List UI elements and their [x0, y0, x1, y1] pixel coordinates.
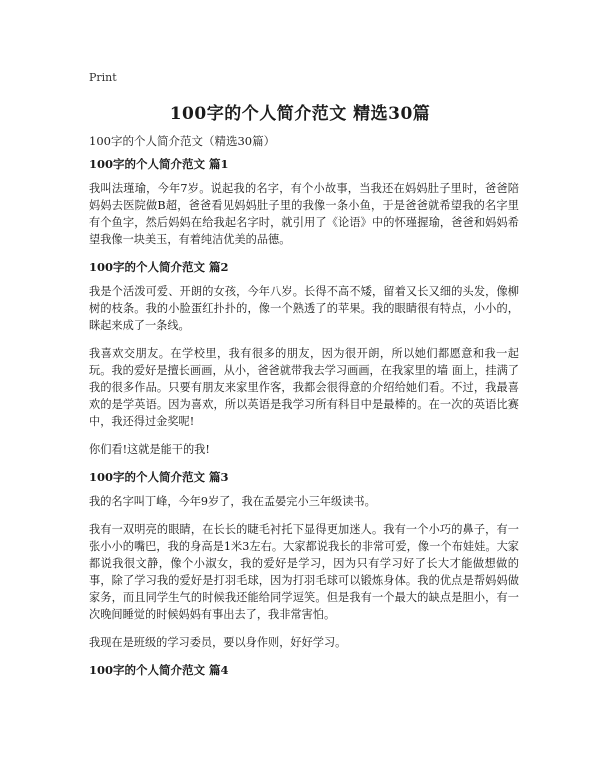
document-title: 100字的个人简介范文 精选30篇: [169, 104, 431, 124]
paragraph: 我现在是班级的学习委员，要以身作则，好好学习。: [89, 636, 347, 649]
paragraph: 你们看!这就是能干的我!: [89, 443, 210, 456]
section-heading: 100字的个人简介范文 篇2: [89, 260, 229, 274]
paragraph: 我的名字叫丁峰，今年9岁了，我在孟晏完小三年级读书。: [89, 495, 376, 508]
paragraph: 我是个活泼可爱、开朗的女孩，今年八岁。长得不高不矮，留着又长又细的头发，像柳树的枝条。我的小脸蛋红扑扑的，像一个熟透了的苹果。我的眼睛很有特点，小小的，眯起来成了一条线。: [89, 285, 519, 332]
section-heading: 100字的个人简介范文 篇4: [89, 663, 229, 677]
print-label[interactable]: Print: [89, 71, 117, 84]
paragraph: 我叫法瑾瑜，今年7岁。说起我的名字，有个小故事，当我还在妈妈肚子里时，爸爸陪妈妈去医院做B超，爸爸看见妈妈肚子里的我像一条小鱼，于是爸爸就希望我的名字里有个鱼字，然后妈妈在给我起名字时，就引用了《论语》中的怀瑾握瑜，爸爸和妈妈希望我像一块美玉，有着纯洁优美的品德。: [89, 182, 519, 246]
document-body: [89, 156, 519, 686]
paragraph: 我喜欢交朋友。在学校里，我有很多的朋友，因为很开朗，所以她们都愿意和我一起玩。我的爱好是擅长画画，从小，爸爸就带我去学习画画，在我家里的墙 面上，挂满了我的很多作品。只要有朋友来家里作客，我都会很得意的介绍给她们看。不过，我最喜欢的是学英语。因为喜欢，所以英语是我学习所有科目中是最棒的。在一次的英语比赛中，我还得过金奖呢!: [89, 347, 519, 428]
section-heading: 100字的个人简介范文 篇1: [89, 157, 229, 171]
document-subtitle: 100字的个人简介范文（精选30篇）: [89, 134, 276, 148]
paragraph: 我有一双明亮的眼睛，在长长的睫毛衬托下显得更加迷人。我有一个小巧的鼻子，有一张小小的嘴巴，我的身高是1米3左右。大家都说我长的非常可爱，像一个布娃娃。大家 都说我很文静，像个小淑女，我的爱好是学习，因为只有学习好了长大才能做想做的事，除了学习我的爱好是打羽毛球，因为打羽毛球可以锻炼身体。我的优点是帮妈妈做家务，而且同学生气的时候我还能给同学逗笑。但是我有一个最大的缺点是胆小，有一次晚间睡觉的时候妈妈有事出去了，我非常害怕。: [89, 523, 519, 621]
section-heading: 100字的个人简介范文 篇3: [89, 470, 229, 484]
